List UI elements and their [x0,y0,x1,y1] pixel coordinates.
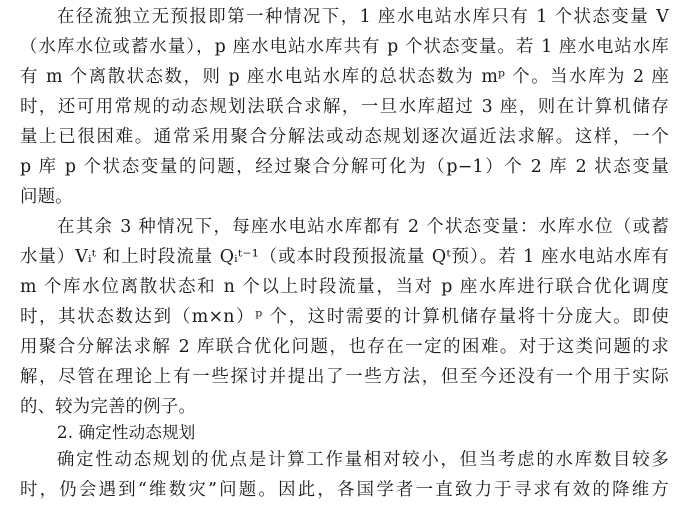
paragraph-1-line-4: 时，还可用常规的动态规划法联合求解，一旦水库超过 3 座，则在计算机储存 [20,97,669,117]
paragraph-2-line-1: 在其余 3 种情况下，每座水电站水库都有 2 个状态变量：水库水位（或蓄 [57,217,669,237]
paragraph-3-line-1: 确定性动态规划的优点是计算工作量相对较小，但当考虑的水库数目较多 [57,450,669,470]
section-heading: 2. 确定性动态规划 [57,423,196,442]
paragraph-2-line-7: 的、较为完善的例子。 [20,397,196,417]
paragraph-1-line-6: p 库 p 个状态变量的问题，经过聚合分解可化为（p−1）个 2 库 2 状态变量 [20,157,669,177]
paragraph-1-line-5: 量上已很困难。通常采用聚合分解法或动态规划逐次逼近法求解。这样，一个 [20,127,669,147]
paragraph-1-line-7: 问题。 [20,187,73,207]
paragraph-2-line-4: 时，其状态数达到（m×n）ᵖ 个，这时需要的计算机储存量将十分庞大。即使 [20,307,669,327]
paragraph-2-line-6: 解，尽管在理论上有一些探讨并提出了一些方法，但至今还没有一个用于实际 [20,367,669,387]
paragraph-2-line-5: 用聚合分解法求解 2 库联合优化问题，也存在一定的困难。对于这类问题的求 [20,337,669,357]
paragraph-2-line-3: m 个库水位离散状态和 n 个以上时段流量，当对 p 座水库进行联合优化调度 [20,277,669,297]
paragraph-1-line-3: 有 m 个离散状态数，则 p 座水电站水库的总状态数为 mᵖ 个。当水库为 2 座 [20,67,669,87]
paragraph-1-line-2: （水库水位或蓄水量），p 座水电站水库共有 p 个状态变量。若 1 座水电站水库 [20,37,669,57]
paragraph-2-line-2: 水量）Vᵢᵗ 和上时段流量 Qᵢᵗ⁻¹（或本时段预报流量 Qᵗ预）。若 1 座水电站水库有 [20,247,669,267]
paragraph-3-line-2: 时，仍会遇到“维数灾”问题。因此，各国学者一直致力于寻求有效的降维方 [20,480,669,500]
paragraph-1-line-1: 在径流独立无预报即第一种情况下，1 座水电站水库只有 1 个状态变量 V [57,7,669,27]
